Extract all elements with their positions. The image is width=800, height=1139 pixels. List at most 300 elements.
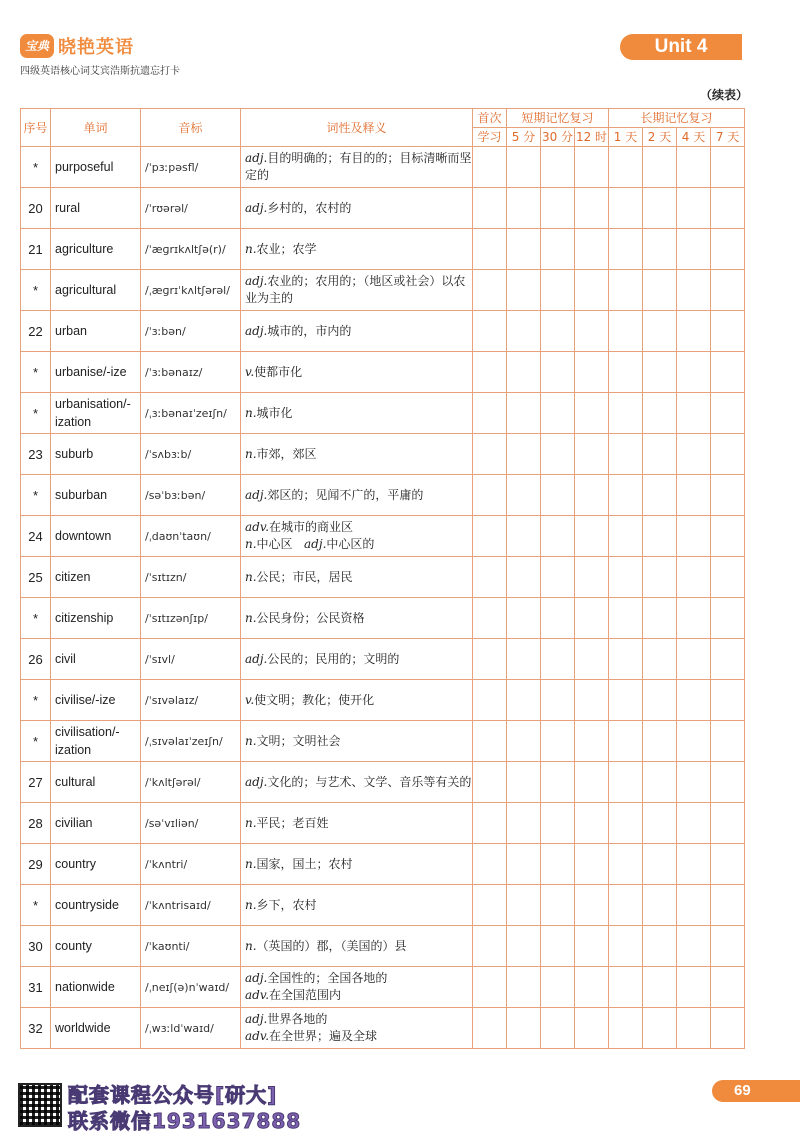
row-word: civilise/-ize — [51, 680, 141, 721]
review-checkbox-cell — [473, 639, 507, 680]
part-of-speech: adj. — [245, 487, 268, 502]
review-checkbox-cell — [677, 885, 711, 926]
row-definition — [241, 557, 473, 598]
review-checkbox-cell — [541, 885, 575, 926]
definition-text: 农业的；农用的；（地区或社会）以农业为主的 — [245, 274, 466, 305]
review-checkbox-cell — [609, 680, 643, 721]
header-interval: 1 天 — [609, 128, 643, 147]
row-number: * — [21, 393, 51, 434]
header-interval: 12 时 — [575, 128, 609, 147]
row-phonetic: /ˌsɪvəlaɪˈzeɪʃn/ — [141, 721, 241, 762]
row-phonetic: /ˈsɪvl/ — [141, 639, 241, 680]
review-checkbox-cell — [507, 270, 541, 311]
table-row — [21, 721, 745, 762]
review-checkbox-cell — [507, 393, 541, 434]
review-checkbox-cell — [507, 762, 541, 803]
review-checkbox-cell — [609, 229, 643, 270]
row-number: * — [21, 598, 51, 639]
row-number: 32 — [21, 1008, 51, 1049]
row-word: purposeful — [51, 147, 141, 188]
row-definition — [241, 147, 473, 188]
header-interval: 5 分 — [507, 128, 541, 147]
promo-line-2: 联系微信1931637888 — [68, 1109, 302, 1133]
review-checkbox-cell — [643, 721, 677, 762]
part-of-speech: adj. — [245, 651, 268, 666]
part-of-speech: v. — [245, 692, 255, 707]
table-row — [21, 639, 745, 680]
header-interval: 4 天 — [677, 128, 711, 147]
definition-text: 郊区的；见闻不广的，平庸的 — [267, 487, 424, 502]
review-checkbox-cell — [507, 598, 541, 639]
review-checkbox-cell — [507, 557, 541, 598]
definition-text: 使文明；教化；使开化 — [254, 692, 375, 707]
row-phonetic: /ˈɜːbən/ — [141, 311, 241, 352]
review-checkbox-cell — [575, 803, 609, 844]
review-checkbox-cell — [473, 188, 507, 229]
review-checkbox-cell — [541, 475, 575, 516]
part-of-speech: n. — [245, 405, 257, 420]
part-of-speech: adj. — [245, 774, 268, 789]
part-of-speech: n. — [245, 241, 257, 256]
review-checkbox-cell — [677, 1008, 711, 1049]
unit-label: Unit 4 — [620, 34, 742, 60]
part-of-speech: n. — [245, 537, 257, 551]
row-definition — [241, 762, 473, 803]
page-header — [0, 0, 800, 102]
row-number: * — [21, 147, 51, 188]
part-of-speech: n. — [245, 610, 257, 625]
review-checkbox-cell — [711, 639, 745, 680]
row-phonetic: /ˈkaʊnti/ — [141, 926, 241, 967]
row-number: 31 — [21, 967, 51, 1008]
review-checkbox-cell — [711, 393, 745, 434]
definition-text: 文化的；与艺术、文学、音乐等有关的 — [267, 774, 472, 789]
review-checkbox-cell — [677, 393, 711, 434]
review-checkbox-cell — [473, 926, 507, 967]
review-checkbox-cell — [643, 229, 677, 270]
review-checkbox-cell — [677, 557, 711, 598]
review-checkbox-cell — [711, 557, 745, 598]
row-word: suburban — [51, 475, 141, 516]
row-definition — [241, 1008, 473, 1049]
review-checkbox-cell — [609, 188, 643, 229]
definition-text: 在全世界；遍及全球 — [269, 1029, 378, 1043]
row-word: urban — [51, 311, 141, 352]
review-checkbox-cell — [711, 598, 745, 639]
review-checkbox-cell — [473, 270, 507, 311]
row-number: * — [21, 721, 51, 762]
continued-label: （续表） — [700, 88, 749, 102]
row-word: urbanise/-ize — [51, 352, 141, 393]
review-checkbox-cell — [643, 393, 677, 434]
row-word: civilian — [51, 803, 141, 844]
table-row — [21, 475, 745, 516]
table-row — [21, 844, 745, 885]
part-of-speech: adj. — [245, 274, 268, 288]
review-checkbox-cell — [507, 967, 541, 1008]
review-checkbox-cell — [473, 967, 507, 1008]
review-checkbox-cell — [541, 762, 575, 803]
definition-text: 国家，国土；农村 — [256, 856, 353, 871]
review-checkbox-cell — [541, 516, 575, 557]
review-checkbox-cell — [575, 229, 609, 270]
review-checkbox-cell — [575, 680, 609, 721]
row-word: citizenship — [51, 598, 141, 639]
header-word: 单词 — [51, 109, 141, 147]
row-number: 23 — [21, 434, 51, 475]
review-checkbox-cell — [541, 926, 575, 967]
row-number: 27 — [21, 762, 51, 803]
review-checkbox-cell — [541, 803, 575, 844]
part-of-speech: adv. — [245, 1029, 270, 1043]
row-definition — [241, 598, 473, 639]
row-word: country — [51, 844, 141, 885]
review-checkbox-cell — [711, 352, 745, 393]
header-short-term: 短期记忆复习 — [507, 109, 609, 128]
table-row — [21, 1008, 745, 1049]
row-phonetic: /ˈsɪvəlaɪz/ — [141, 680, 241, 721]
review-checkbox-cell — [711, 967, 745, 1008]
review-checkbox-cell — [473, 885, 507, 926]
review-checkbox-cell — [643, 475, 677, 516]
review-checkbox-cell — [711, 926, 745, 967]
review-checkbox-cell — [711, 721, 745, 762]
part-of-speech: n. — [245, 815, 257, 830]
review-checkbox-cell — [473, 147, 507, 188]
row-phonetic: /ˈrʊərəl/ — [141, 188, 241, 229]
review-checkbox-cell — [609, 721, 643, 762]
definition-text: 在城市的商业区 — [269, 520, 354, 534]
row-number: * — [21, 680, 51, 721]
review-checkbox-cell — [541, 311, 575, 352]
table-row — [21, 967, 745, 1008]
row-definition — [241, 680, 473, 721]
page-number: 69 — [712, 1080, 800, 1102]
table-row — [21, 393, 745, 434]
review-checkbox-cell — [541, 680, 575, 721]
review-checkbox-cell — [609, 475, 643, 516]
row-definition — [241, 639, 473, 680]
row-definition — [241, 188, 473, 229]
review-checkbox-cell — [711, 229, 745, 270]
review-checkbox-cell — [507, 721, 541, 762]
header-interval: 2 天 — [643, 128, 677, 147]
review-checkbox-cell — [677, 598, 711, 639]
review-checkbox-cell — [507, 680, 541, 721]
row-phonetic: /ˌæɡrɪˈkʌltʃərəl/ — [141, 270, 241, 311]
review-checkbox-cell — [643, 639, 677, 680]
review-checkbox-cell — [575, 967, 609, 1008]
part-of-speech: adj. — [245, 971, 268, 985]
header-first-sub: 学习 — [473, 128, 507, 147]
row-phonetic: /ˌdaʊnˈtaʊn/ — [141, 516, 241, 557]
table-row — [21, 352, 745, 393]
review-checkbox-cell — [677, 352, 711, 393]
review-checkbox-cell — [609, 762, 643, 803]
review-checkbox-cell — [575, 434, 609, 475]
header-first: 首次 — [473, 109, 507, 128]
review-checkbox-cell — [541, 557, 575, 598]
review-checkbox-cell — [473, 803, 507, 844]
row-word: nationwide — [51, 967, 141, 1008]
header-def: 词性及释义 — [241, 109, 473, 147]
review-checkbox-cell — [473, 352, 507, 393]
definition-text: 中心区 — [256, 537, 293, 551]
review-checkbox-cell — [711, 885, 745, 926]
review-checkbox-cell — [541, 434, 575, 475]
review-checkbox-cell — [711, 803, 745, 844]
review-checkbox-cell — [609, 393, 643, 434]
row-phonetic: /ˈpɜːpəsfl/ — [141, 147, 241, 188]
row-phonetic: /ˈsʌbɜːb/ — [141, 434, 241, 475]
review-checkbox-cell — [677, 229, 711, 270]
table-row — [21, 434, 745, 475]
review-checkbox-cell — [507, 229, 541, 270]
review-checkbox-cell — [507, 188, 541, 229]
review-checkbox-cell — [643, 147, 677, 188]
review-checkbox-cell — [643, 762, 677, 803]
review-checkbox-cell — [507, 311, 541, 352]
review-checkbox-cell — [575, 557, 609, 598]
review-checkbox-cell — [575, 926, 609, 967]
part-of-speech: v. — [245, 364, 255, 379]
review-checkbox-cell — [507, 926, 541, 967]
row-number: * — [21, 352, 51, 393]
row-definition — [241, 803, 473, 844]
table-row — [21, 557, 745, 598]
row-definition — [241, 475, 473, 516]
definition-text: 农业；农学 — [256, 241, 317, 256]
row-number: 25 — [21, 557, 51, 598]
header-long-term: 长期记忆复习 — [609, 109, 745, 128]
review-checkbox-cell — [541, 721, 575, 762]
table-row — [21, 229, 745, 270]
review-checkbox-cell — [473, 680, 507, 721]
vocab-table — [20, 108, 745, 1049]
review-checkbox-cell — [643, 270, 677, 311]
review-checkbox-cell — [575, 598, 609, 639]
table-row — [21, 598, 745, 639]
table-row — [21, 188, 745, 229]
review-checkbox-cell — [473, 516, 507, 557]
part-of-speech: adv. — [245, 988, 270, 1002]
row-definition — [241, 516, 473, 557]
review-checkbox-cell — [541, 844, 575, 885]
review-checkbox-cell — [677, 803, 711, 844]
definition-text: 世界各地的 — [267, 1012, 328, 1026]
review-checkbox-cell — [575, 885, 609, 926]
row-definition — [241, 844, 473, 885]
definition-text: 公民；市民，居民 — [256, 569, 353, 584]
row-phonetic: /ˈæɡrɪkʌltʃə(r)/ — [141, 229, 241, 270]
review-checkbox-cell — [473, 598, 507, 639]
review-checkbox-cell — [575, 762, 609, 803]
review-checkbox-cell — [643, 516, 677, 557]
review-checkbox-cell — [507, 1008, 541, 1049]
review-checkbox-cell — [575, 270, 609, 311]
part-of-speech: adj. — [245, 323, 268, 338]
review-checkbox-cell — [711, 188, 745, 229]
review-checkbox-cell — [575, 639, 609, 680]
row-phonetic: /ˌɜːbənaɪˈzeɪʃn/ — [141, 393, 241, 434]
review-checkbox-cell — [609, 434, 643, 475]
header-interval: 7 天 — [711, 128, 745, 147]
row-word: civil — [51, 639, 141, 680]
part-of-speech: adv. — [245, 520, 270, 534]
review-checkbox-cell — [575, 393, 609, 434]
review-checkbox-cell — [677, 926, 711, 967]
definition-text: 文明；文明社会 — [256, 733, 341, 748]
definition-text: 市郊，郊区 — [256, 446, 317, 461]
review-checkbox-cell — [473, 311, 507, 352]
review-checkbox-cell — [541, 270, 575, 311]
definition-text: 城市化 — [256, 405, 293, 420]
review-checkbox-cell — [677, 844, 711, 885]
row-definition — [241, 926, 473, 967]
row-phonetic: /ˌwɜːldˈwaɪd/ — [141, 1008, 241, 1049]
review-checkbox-cell — [643, 557, 677, 598]
review-checkbox-cell — [507, 516, 541, 557]
review-checkbox-cell — [711, 762, 745, 803]
table-row — [21, 680, 745, 721]
row-phonetic: /səˈbɜːbən/ — [141, 475, 241, 516]
row-definition — [241, 270, 473, 311]
vocab-table-body — [21, 147, 745, 1049]
row-number: 24 — [21, 516, 51, 557]
row-definition — [241, 434, 473, 475]
review-checkbox-cell — [609, 311, 643, 352]
review-checkbox-cell — [473, 557, 507, 598]
row-number: 26 — [21, 639, 51, 680]
review-checkbox-cell — [677, 516, 711, 557]
row-word: downtown — [51, 516, 141, 557]
review-checkbox-cell — [643, 188, 677, 229]
row-definition — [241, 311, 473, 352]
review-checkbox-cell — [507, 803, 541, 844]
definition-text: 全国性的；全国各地的 — [267, 971, 388, 985]
row-word: rural — [51, 188, 141, 229]
review-checkbox-cell — [609, 885, 643, 926]
review-checkbox-cell — [677, 721, 711, 762]
review-checkbox-cell — [677, 639, 711, 680]
review-checkbox-cell — [507, 434, 541, 475]
row-number: 22 — [21, 311, 51, 352]
row-word: worldwide — [51, 1008, 141, 1049]
row-phonetic: /ˈsɪtɪzənʃɪp/ — [141, 598, 241, 639]
review-checkbox-cell — [575, 721, 609, 762]
review-checkbox-cell — [541, 639, 575, 680]
review-checkbox-cell — [575, 516, 609, 557]
review-checkbox-cell — [507, 639, 541, 680]
definition-text: 公民身份；公民资格 — [256, 610, 365, 625]
row-number: * — [21, 475, 51, 516]
review-checkbox-cell — [609, 270, 643, 311]
review-checkbox-cell — [711, 475, 745, 516]
row-phonetic: /ˈkʌntri/ — [141, 844, 241, 885]
row-number: 30 — [21, 926, 51, 967]
review-checkbox-cell — [609, 352, 643, 393]
brand-title: 晓艳英语 — [58, 37, 134, 58]
review-checkbox-cell — [643, 311, 677, 352]
review-checkbox-cell — [575, 147, 609, 188]
part-of-speech: n. — [245, 446, 257, 461]
review-checkbox-cell — [541, 393, 575, 434]
part-of-speech: adj. — [245, 200, 268, 215]
review-checkbox-cell — [711, 516, 745, 557]
brand-subtitle: 四级英语核心词艾宾浩斯抗遗忘打卡 — [20, 66, 180, 77]
review-checkbox-cell — [677, 762, 711, 803]
row-word: agricultural — [51, 270, 141, 311]
review-checkbox-cell — [575, 188, 609, 229]
row-word: cultural — [51, 762, 141, 803]
review-checkbox-cell — [677, 475, 711, 516]
row-phonetic: /ˈkʌntrisaɪd/ — [141, 885, 241, 926]
part-of-speech: adj. — [245, 151, 268, 165]
row-word: suburb — [51, 434, 141, 475]
review-checkbox-cell — [609, 967, 643, 1008]
row-phonetic: /ˈɜːbənaɪz/ — [141, 352, 241, 393]
review-checkbox-cell — [541, 352, 575, 393]
part-of-speech: adj. — [304, 537, 327, 551]
review-checkbox-cell — [643, 844, 677, 885]
row-phonetic: /ˈsɪtɪzn/ — [141, 557, 241, 598]
review-checkbox-cell — [473, 393, 507, 434]
review-checkbox-cell — [541, 1008, 575, 1049]
table-row — [21, 885, 745, 926]
definition-text: 使都市化 — [254, 364, 303, 379]
definition-text: 城市的，市内的 — [267, 323, 352, 338]
table-row — [21, 926, 745, 967]
row-definition — [241, 393, 473, 434]
review-checkbox-cell — [677, 147, 711, 188]
table-row — [21, 147, 745, 188]
part-of-speech: n. — [245, 569, 257, 584]
review-checkbox-cell — [507, 885, 541, 926]
review-checkbox-cell — [711, 270, 745, 311]
review-checkbox-cell — [609, 1008, 643, 1049]
review-checkbox-cell — [609, 598, 643, 639]
review-checkbox-cell — [575, 352, 609, 393]
review-checkbox-cell — [677, 680, 711, 721]
review-checkbox-cell — [473, 844, 507, 885]
review-checkbox-cell — [711, 311, 745, 352]
header-num: 序号 — [21, 109, 51, 147]
table-row — [21, 803, 745, 844]
row-word: civilisation/-ization — [51, 721, 141, 762]
row-word: citizen — [51, 557, 141, 598]
row-definition — [241, 352, 473, 393]
row-phonetic: /ˌneɪʃ(ə)nˈwaɪd/ — [141, 967, 241, 1008]
review-checkbox-cell — [677, 967, 711, 1008]
review-checkbox-cell — [643, 434, 677, 475]
part-of-speech: n. — [245, 938, 257, 953]
row-number: 21 — [21, 229, 51, 270]
qr-code-icon — [18, 1083, 62, 1127]
header-interval: 30 分 — [541, 128, 575, 147]
review-checkbox-cell — [609, 803, 643, 844]
row-number: 28 — [21, 803, 51, 844]
review-checkbox-cell — [575, 311, 609, 352]
review-checkbox-cell — [507, 475, 541, 516]
part-of-speech: n. — [245, 856, 257, 871]
review-checkbox-cell — [609, 516, 643, 557]
review-checkbox-cell — [609, 844, 643, 885]
review-checkbox-cell — [711, 680, 745, 721]
definition-text: 平民；老百姓 — [256, 815, 329, 830]
row-word: agriculture — [51, 229, 141, 270]
review-checkbox-cell — [677, 311, 711, 352]
review-checkbox-cell — [473, 721, 507, 762]
